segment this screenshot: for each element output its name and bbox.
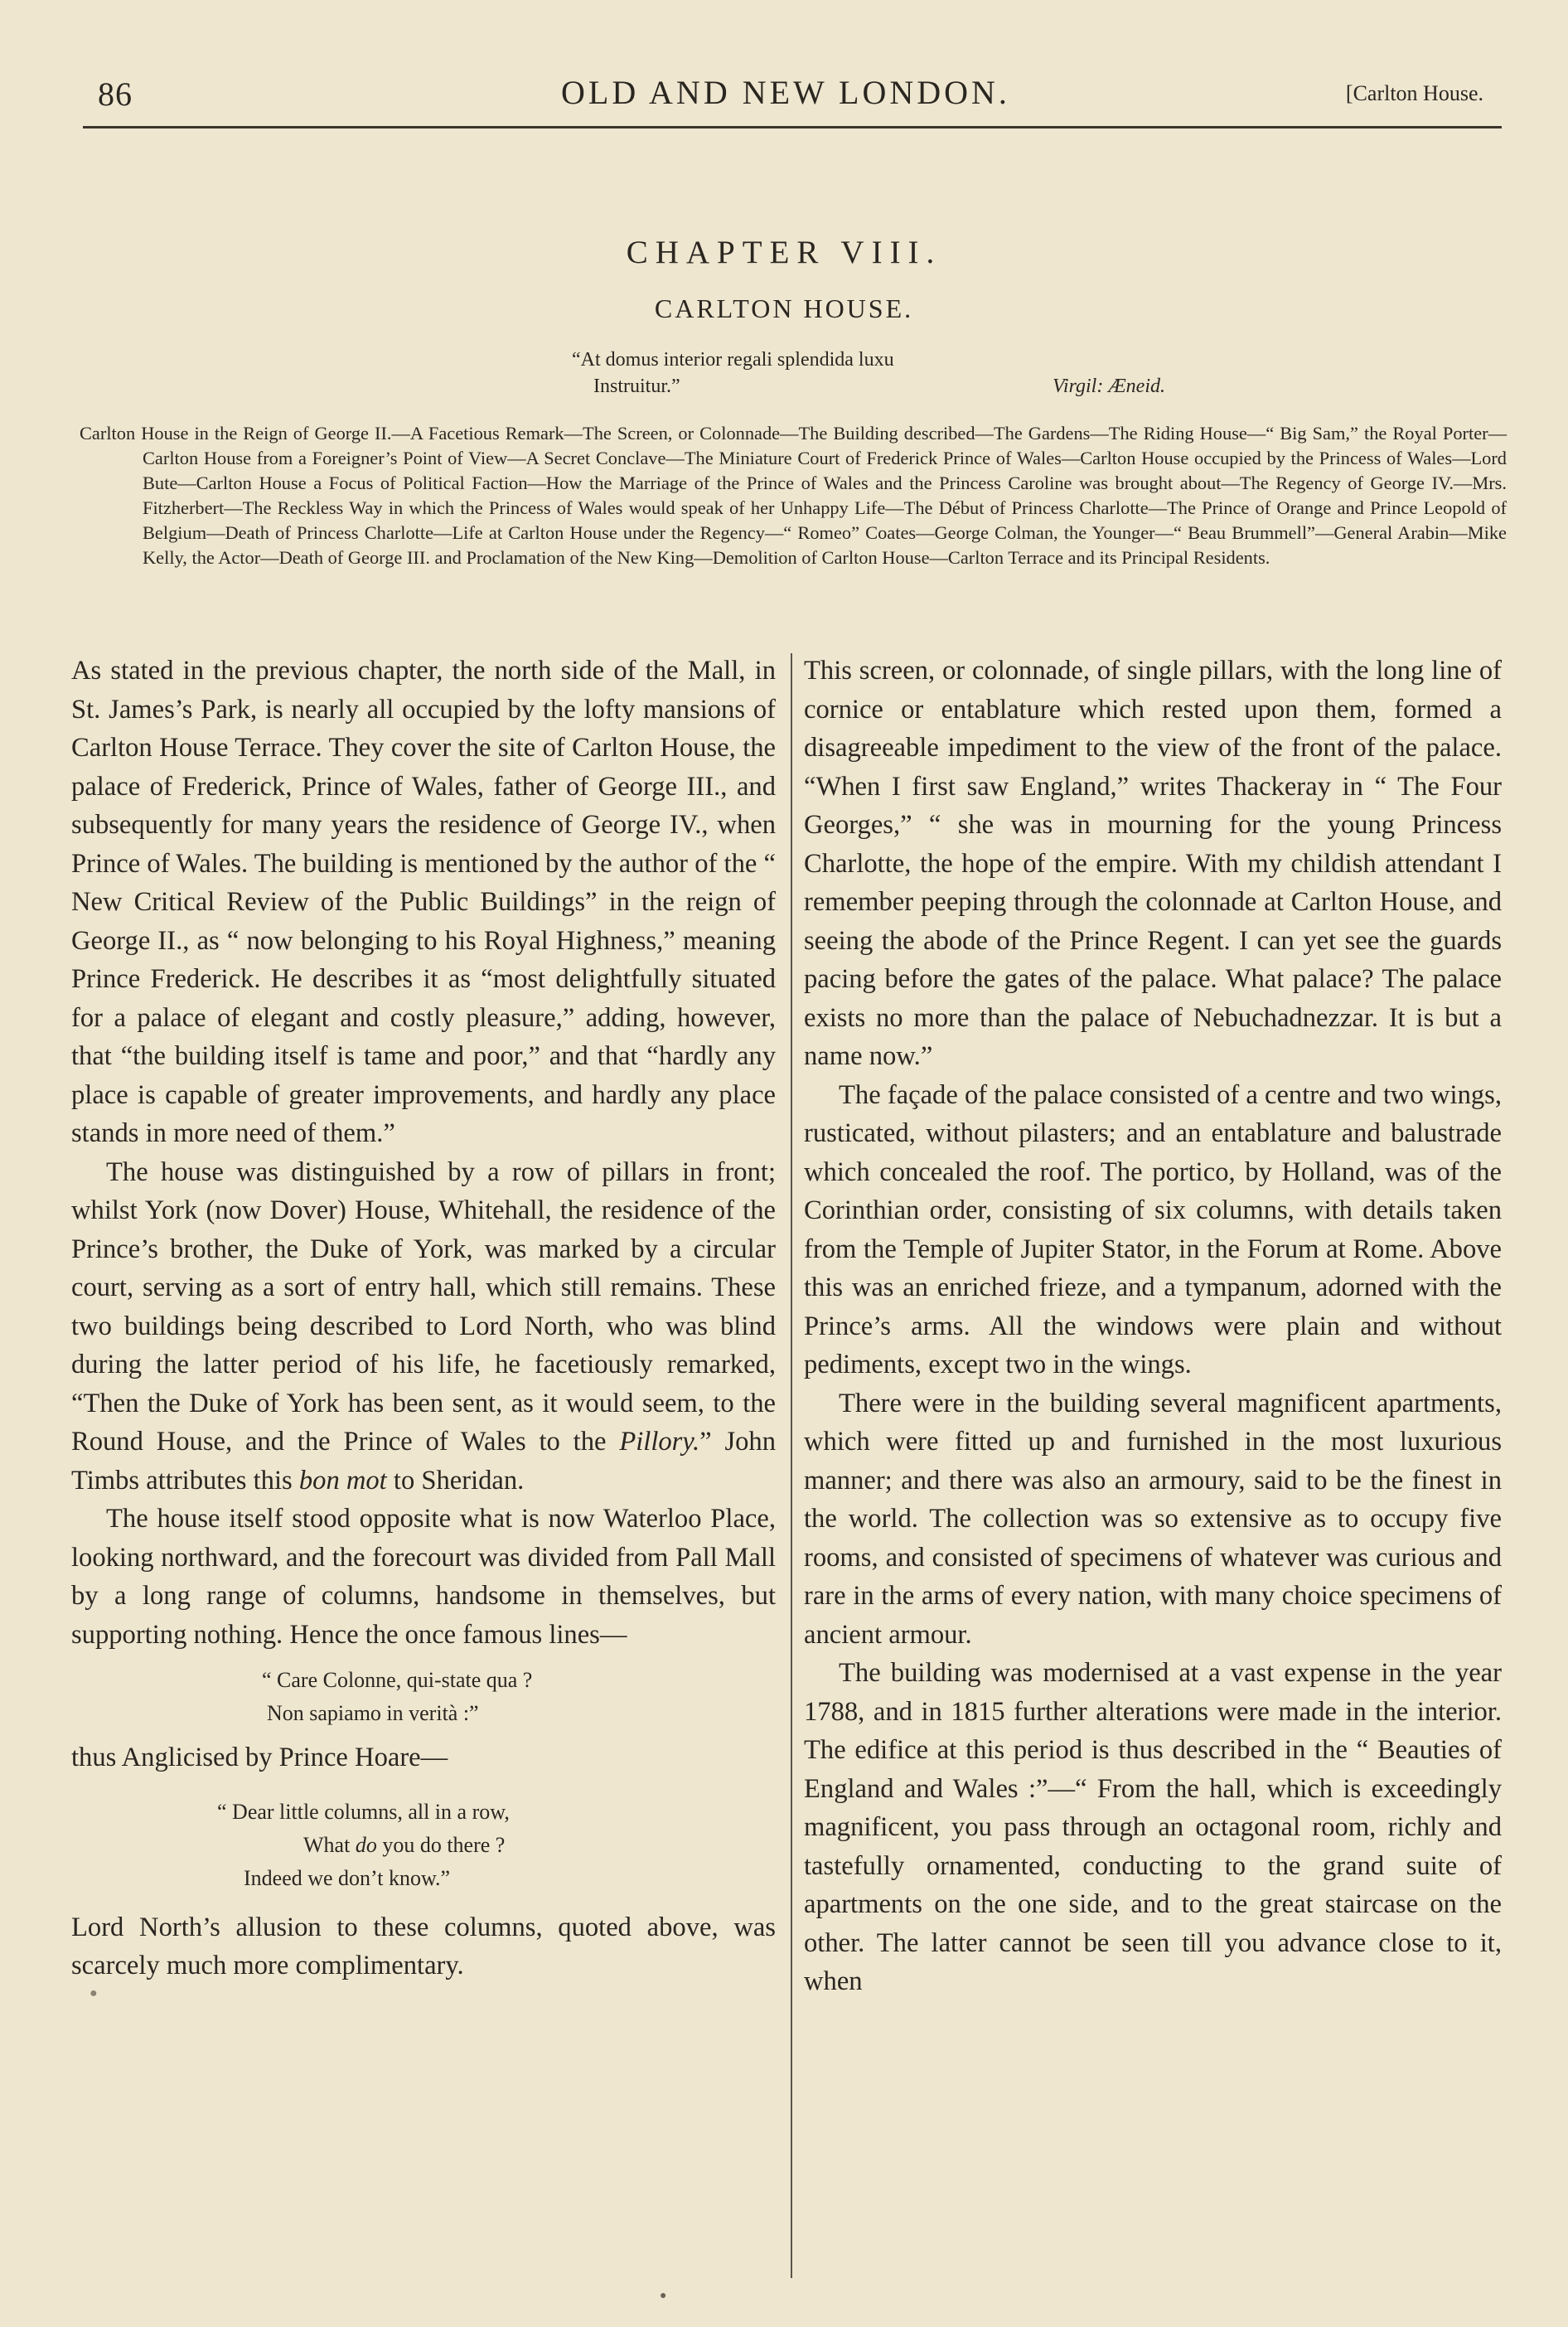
left-column <box>71 652 776 1985</box>
left-paragraph-5: Lord North’s allusion to these columns, quoted above, was scarcely much more complimentary. <box>71 1912 776 1980</box>
english-verse-line-2-b: you do there ? <box>376 1832 506 1857</box>
page-number: 86 <box>98 75 133 113</box>
left-paragraph-2 <box>71 1153 776 1500</box>
bottom-speck: ● <box>660 2290 667 2302</box>
book-title: OLD AND NEW LONDON. <box>561 74 1010 111</box>
chapter-number: CHAPTER VIII. <box>626 235 942 270</box>
italian-verse-line-2: Non sapiamo in verità :” <box>267 1701 479 1725</box>
english-verse-line-2 <box>71 1829 776 1862</box>
right-paragraph-3: There were in the building several magnificent apartments, which were fitted up and furnished in the most luxurious manner; and there was also an armoury, said to be the finest in the world. The collection was so extensive as to occupy five rooms, and consisted of specimens of whatever was curious and rare in the arms of every nation, with many choice specimens of ancient armour. <box>804 1388 1502 1650</box>
epigraph-source: Virgil: Æneid. <box>1053 376 1165 397</box>
epigraph <box>572 347 1202 400</box>
chapter-summary: Carlton House in the Reign of George II.—A Facetious Remark—The Screen, or Colonnade—The Building described—The Gardens—The Riding House—“ Big Sam,” the Royal Porter—Carlton House from a Foreigner’s Point of View—A Secret Conclave—The Miniature Court of Frederick Prince of Wales—Carlton House occupied by the Princess of Wales—Lord Bute—Carlton House a Focus of Political Faction—How the Marriage of the Prince of Wales and the Princess Caroline was brought about—The Regency of George IV.—Mrs. Fitzherbert—The Reckless Way in which the Princess of Wales would speak of her Unhappy Life—The Début of Princess Charlotte—The Prince of Orange and Prince Leopold of Belgium—Death of Princess Charlotte—Life at Carlton House under the Regency—“ Romeo” Coates—George Colman, the Younger—“ Beau Brummell”—General Arabin—Mike Kelly, the Actor—Death of George III. and Proclamation of the New King—Demolition of Carlton House—Carlton Terrace and its Principal Residents. <box>80 423 1507 568</box>
right-paragraph-1: This screen, or colonnade, of single pillars, with the long line of cornice or entablature which rested upon them, formed a disagreeable impediment to the view of the front of the palace. “When I first saw England,” writes Thackeray in “ The Four Georges,” “ she was in mourning for the young Princess Charlotte, the hope of the empire. With my childish attendant I remember peeping through the colonnade at Carlton House, and seeing the abode of the Prince Regent. I can yet see the guards pacing before the gates of the palace. What palace? The palace exists no more than the palace of Nebuchadnezzar. It is but a name now.” <box>804 656 1502 1071</box>
italian-verse-line-1: “ Care Colonne, qui-state qua ? <box>262 1668 533 1692</box>
pillory-italic: Pillory. <box>619 1427 700 1457</box>
english-verse <box>71 1796 776 1895</box>
section-title: [Carlton House. <box>1345 81 1483 105</box>
right-paragraph-4: The building was modernised at a vast expense in the year 1788, and in 1815 further alterations were made in the interior. The edifice at this period is thus described in the “ Beauties of England and Wales :”—“ From the hall, which is exceedingly magnificent, you pass through an octagonal room, richly and tastefully ornamented, conducting to the grand suite of apartments on the one side, and to the great staircase on the other. The latter cannot be seen till you advance close to it, when <box>804 1658 1502 1996</box>
english-verse-line-3: Indeed we don’t know.” <box>244 1865 451 1890</box>
epigraph-line-1: “At domus interior regali splendida luxu <box>572 349 894 371</box>
running-head <box>80 70 1492 128</box>
left-paragraph-1: As stated in the previous chapter, the north side of the Mall, in St. James’s Park, is nearly all occupied by the lofty mansions of Carlton House Terrace. They cover the site of Carlton House, the palace of Frederick, Prince of Wales, father of George III., and subsequently for many years the residence of George IV., when Prince of Wales. The building is mentioned by the author of the “ New Critical Review of the Public Buildings” in the reign of George II., as “ now belonging to his Royal Highness,” meaning Prince Frederick. He describes it as “most delightfully situated for a palace of elegant and costly pleasure,” adding, however, that “the building itself is tame and poor,” and that “hardly any place is capable of greater improvements, and hardly any place stands in more need of them.” <box>71 656 776 1148</box>
bon-mot-italic: bon mot <box>298 1465 387 1496</box>
left-paragraph-2-text-a: The house was distinguished by a row of pillars in front; whilst York (now Dover) House, Whitehall, the residence of the Prince’s brother, the Duke of York, was marked by a circular court, serving as a sort of entry hall, which still remains. These two buildings being described to Lord North, who was blind during the latter period of his life, he facetiously remarked, “Then the Duke of York has been sent, as it would seem, to the Round House, and the Prince of Wales to the <box>71 1156 776 1457</box>
left-paragraph-3: The house itself stood opposite what is now Waterloo Place, looking northward, and the forecourt was divided from Pall Mall by a long range of columns, handsome in themselves, but supporting nothing. Hence the once famous lines— <box>71 1504 776 1650</box>
english-verse-line-1: “ Dear little columns, all in a row, <box>217 1799 510 1824</box>
left-paragraph-2-text-c: to Sheridan. <box>386 1465 525 1496</box>
column-divider <box>791 653 792 2278</box>
left-paragraph-2-text-b: ” John Timbs attributes this <box>71 1427 776 1496</box>
left-paragraph-4: thus Anglicised by Prince Hoare— <box>71 1743 448 1772</box>
chapter-title: CARLTON HOUSE. <box>654 293 914 323</box>
english-verse-italic: do <box>355 1832 377 1857</box>
header-rule <box>83 126 1502 128</box>
italian-verse <box>71 1664 776 1730</box>
margin-speck: ● <box>90 1986 98 2000</box>
right-column <box>804 652 1502 2001</box>
epigraph-line-2: Instruitur.” <box>593 376 680 397</box>
right-paragraph-2: The façade of the palace consisted of a centre and two wings, rusticated, without pilasters; and an entablature and balustrade which concealed the roof. The portico, by Holland, was of the Corinthian order, consisting of six columns, with details taken from the Temple of Jupiter Stator, in the Forum at Rome. Above this was an enriched frieze, and a tympanum, adorned with the Prince’s arms. All the windows were plain and without pediments, except two in the wings. <box>804 1079 1502 1379</box>
english-verse-line-2-a: What <box>303 1832 356 1857</box>
